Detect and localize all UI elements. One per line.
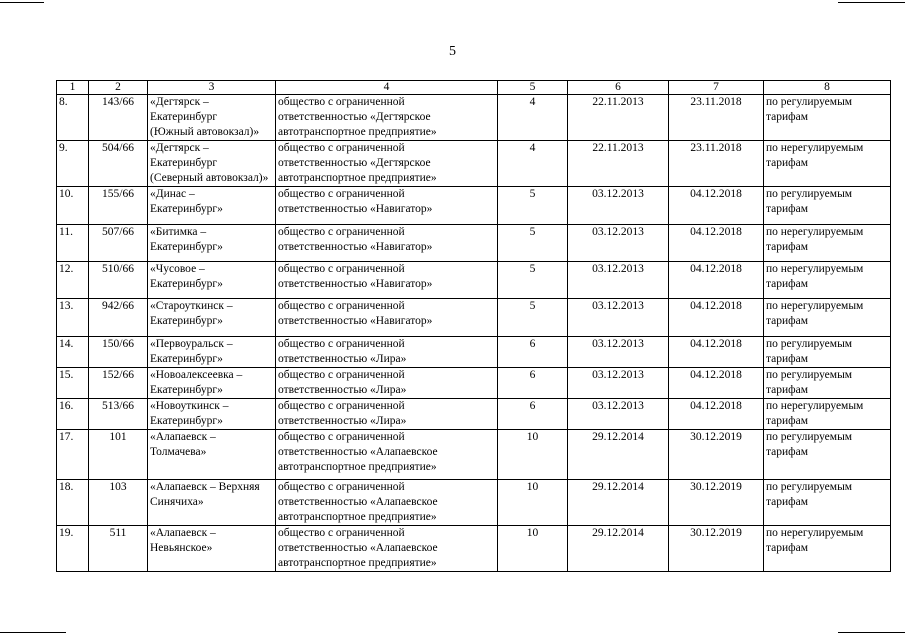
end-date: 04.12.2018 [669,187,764,225]
end-date: 30.12.2019 [669,480,764,526]
tariff-type: по регулируемым тарифам [764,337,891,368]
column-number-row [57,81,891,95]
start-date: 03.12.2013 [568,299,669,337]
end-date: 04.12.2018 [669,399,764,430]
row-number: 9. [57,141,89,187]
tariff-type: по регулируемым тарифам [764,480,891,526]
table-row [57,430,891,480]
vehicle-class: 5 [498,262,568,299]
end-date: 30.12.2019 [669,526,764,572]
routes-table-body [57,95,891,572]
column-header-1: 1 [57,81,89,95]
table-row [57,480,891,526]
vehicle-class: 5 [498,225,568,262]
end-date: 23.11.2018 [669,95,764,141]
table-row [57,187,891,225]
start-date: 22.11.2013 [568,95,669,141]
carrier-name: общество с ограниченной ответственностью «Алапаевское автотранспортное предприятие» [276,480,498,526]
row-number: 18. [57,480,89,526]
route-name: «Дегтярск – Екатеринбург (Северный автовокзал)» [148,141,276,187]
vehicle-class: 6 [498,337,568,368]
start-date: 03.12.2013 [568,262,669,299]
tariff-type: по регулируемым тарифам [764,187,891,225]
route-name: «Чусовое – Екатеринбург» [148,262,276,299]
tariff-type: по нерегулируемым тарифам [764,299,891,337]
vehicle-class: 4 [498,95,568,141]
table-row [57,225,891,262]
table-row [57,299,891,337]
end-date: 04.12.2018 [669,337,764,368]
carrier-name: общество с ограниченной ответственностью «Алапаевское автотранспортное предприятие» [276,430,498,480]
end-date: 04.12.2018 [669,225,764,262]
table-row [57,368,891,399]
route-name: «Битимка – Екатеринбург» [148,225,276,262]
registration-number: 504/66 [89,141,148,187]
column-header-2: 2 [89,81,148,95]
registration-number: 143/66 [89,95,148,141]
route-name: «Алапаевск – Верхняя Синячиха» [148,480,276,526]
column-header-5: 5 [498,81,568,95]
route-name: «Алапаевск – Невьянское» [148,526,276,572]
carrier-name: общество с ограниченной ответственностью «Дегтярское автотранспортное предприятие» [276,95,498,141]
vehicle-class: 10 [498,480,568,526]
tariff-type: по нерегулируемым тарифам [764,225,891,262]
row-number: 12. [57,262,89,299]
start-date: 29.12.2014 [568,526,669,572]
carrier-name: общество с ограниченной ответственностью «Навигатор» [276,187,498,225]
end-date: 04.12.2018 [669,299,764,337]
table-row [57,262,891,299]
carrier-name: общество с ограниченной ответственностью «Навигатор» [276,225,498,262]
route-name: «Динас – Екатеринбург» [148,187,276,225]
column-header-7: 7 [669,81,764,95]
bottom-right-rule [838,632,905,633]
route-name: «Староуткинск – Екатеринбург» [148,299,276,337]
route-name: «Алапаевск – Толмачева» [148,430,276,480]
start-date: 29.12.2014 [568,430,669,480]
vehicle-class: 6 [498,399,568,430]
table-row [57,526,891,572]
bottom-left-rule [0,632,66,633]
start-date: 22.11.2013 [568,141,669,187]
vehicle-class: 10 [498,430,568,480]
registration-number: 510/66 [89,262,148,299]
routes-table [56,80,891,572]
carrier-name: общество с ограниченной ответственностью «Лира» [276,368,498,399]
column-header-4: 4 [276,81,498,95]
start-date: 29.12.2014 [568,480,669,526]
row-number: 16. [57,399,89,430]
carrier-name: общество с ограниченной ответственностью «Лира» [276,337,498,368]
vehicle-class: 6 [498,368,568,399]
end-date: 30.12.2019 [669,430,764,480]
start-date: 03.12.2013 [568,368,669,399]
start-date: 03.12.2013 [568,225,669,262]
tariff-type: по регулируемым тарифам [764,430,891,480]
column-header-8: 8 [764,81,891,95]
start-date: 03.12.2013 [568,337,669,368]
table-row [57,337,891,368]
row-number: 8. [57,95,89,141]
end-date: 04.12.2018 [669,262,764,299]
registration-number: 942/66 [89,299,148,337]
carrier-name: общество с ограниченной ответственностью «Навигатор» [276,299,498,337]
row-number: 15. [57,368,89,399]
top-left-rule [0,2,44,3]
registration-number: 507/66 [89,225,148,262]
vehicle-class: 5 [498,187,568,225]
vehicle-class: 5 [498,299,568,337]
row-number: 17. [57,430,89,480]
carrier-name: общество с ограниченной ответственностью «Алапаевское автотранспортное предприятие» [276,526,498,572]
page-number: 5 [449,44,456,59]
carrier-name: общество с ограниченной ответственностью «Дегтярское автотранспортное предприятие» [276,141,498,187]
registration-number: 152/66 [89,368,148,399]
row-number: 19. [57,526,89,572]
column-header-6: 6 [568,81,669,95]
start-date: 03.12.2013 [568,187,669,225]
row-number: 14. [57,337,89,368]
carrier-name: общество с ограниченной ответственностью «Лира» [276,399,498,430]
registration-number: 101 [89,430,148,480]
tariff-type: по нерегулируемым тарифам [764,141,891,187]
top-right-rule [838,2,905,3]
registration-number: 511 [89,526,148,572]
table-row [57,141,891,187]
end-date: 23.11.2018 [669,141,764,187]
registration-number: 150/66 [89,337,148,368]
column-header-3: 3 [148,81,276,95]
route-name: «Дегтярск – Екатеринбург (Южный автовокзал)» [148,95,276,141]
vehicle-class: 4 [498,141,568,187]
tariff-type: по нерегулируемым тарифам [764,399,891,430]
table-row [57,399,891,430]
start-date: 03.12.2013 [568,399,669,430]
route-name: «Новоуткинск – Екатеринбург» [148,399,276,430]
route-name: «Новоалексеевка – Екатеринбург» [148,368,276,399]
vehicle-class: 10 [498,526,568,572]
registration-number: 103 [89,480,148,526]
route-name: «Первоуральск – Екатеринбург» [148,337,276,368]
row-number: 13. [57,299,89,337]
registration-number: 155/66 [89,187,148,225]
row-number: 11. [57,225,89,262]
table-row [57,95,891,141]
registration-number: 513/66 [89,399,148,430]
carrier-name: общество с ограниченной ответственностью «Навигатор» [276,262,498,299]
tariff-type: по регулируемым тарифам [764,368,891,399]
tariff-type: по нерегулируемым тарифам [764,526,891,572]
tariff-type: по нерегулируемым тарифам [764,262,891,299]
end-date: 04.12.2018 [669,368,764,399]
tariff-type: по регулируемым тарифам [764,95,891,141]
row-number: 10. [57,187,89,225]
